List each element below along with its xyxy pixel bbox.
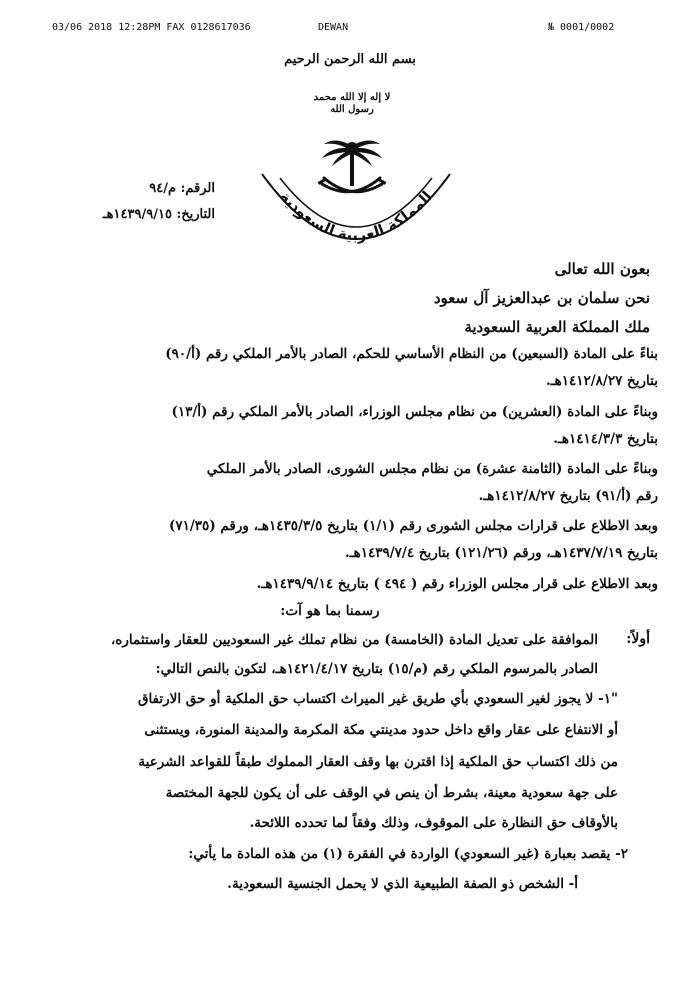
basmala: بسم الله الرحمن الرحيم (284, 52, 416, 67)
body-line: الصادر بالمرسوم الملكي رقم (م/١٥) بتاريخ ١٤٢١/٤/١٧هـ، لتكون بالنص التالي: (155, 661, 598, 677)
body-line: وبناءً على المادة (الثامنة عشرة) من نظام مجلس الشورى، الصادر بالأمر الملكي (206, 461, 658, 477)
shahada-calligraphy: لا إله إلا الله محمد رسول الله (313, 92, 391, 115)
body-line: بتاريخ ١٤١٤/٣/٣هـ. (553, 431, 658, 447)
body-line: بتاريخ ١٤٣٧/٧/١٩هـ، ورقم (١٢١/٢٦) بتاريخ ١٤٣٩/٧/٤هـ. (344, 545, 658, 561)
fax-timestamp: 03/06 2018 12:28PM FAX 0128617036 (52, 22, 251, 33)
svg-text:المملكة العربية السعودية (276, 188, 435, 245)
kingdom-seal-icon (258, 164, 454, 256)
body-line: بناءً على المادة (السبعين) من النظام الأساسي للحكم، الصادر بالأمر الملكي رقم (أ/٩٠) (165, 346, 658, 362)
fax-sender: DEWAN (318, 22, 349, 33)
body-line: بالأوقاف حق النظارة على الموقوف، وذلك وفقاً لما تحدده اللائحة. (249, 815, 618, 831)
opening-line-1: بعون الله تعالى (554, 260, 650, 278)
opening-line-2: نحن سلمان بن عبدالعزيز آل سعود (433, 289, 650, 307)
body-line: وبعد الاطلاع على قرارات مجلس الشورى رقم (١/١) بتاريخ ١٤٣٥/٣/٥هـ، ورقم (٧١/٣٥) (168, 518, 658, 534)
reference-date: التاريخ: ١٤٣٩/٩/١٥هـ (102, 207, 215, 222)
reference-number: الرقم: م/٩٤ (149, 181, 215, 196)
opening-line-3: ملك المملكة العربية السعودية (464, 318, 650, 336)
body-line: ٢- يقصد بعبارة (غير السعودي) الواردة في الفقرة (١) من هذه المادة ما يأتي: (188, 846, 628, 862)
body-line: الموافقة على تعديل المادة (الخامسة) من نظام تملك غير السعوديين للعقار واستثماره، (110, 632, 598, 648)
body-line: "١- لا يجوز لغير السعودي بأي طريق غير الميراث اكتساب حق الملكية أو حق الارتفاق (137, 691, 618, 707)
body-line: أ- الشخص ذو الصفة الطبيعية الذي لا يحمل الجنسية السعودية. (227, 876, 578, 892)
body-line: وبناءً على المادة (العشرين) من نظام مجلس الوزراء، الصادر بالأمر الملكي رقم (أ/١٣) (171, 404, 658, 420)
article-label-first: أولاً: (626, 631, 650, 647)
body-line: وبعد الاطلاع على قرار مجلس الوزراء رقم ( ٤٩٤ ) بتاريخ ١٤٣٩/٩/١٤هـ. (256, 576, 658, 592)
body-line: على جهة سعودية معينة، بشرط أن ينص في الوقف على أن يكون للجهة المختصة (165, 785, 618, 801)
body-line: أو الانتفاع على عقار واقع داخل حدود مدينتي مكة المكرمة والمدينة المنورة، ويستثنى (144, 722, 618, 738)
body-line: بتاريخ ١٤١٢/٨/٢٧هـ. (545, 373, 658, 389)
fax-header (0, 22, 700, 40)
body-line: من ذلك اكتساب حق الملكية إذا اقترن بها وقف العقار المملوك طبقاً للقواعد الشرعية (138, 754, 618, 770)
fax-page-number: № 0001/0002 (548, 22, 615, 33)
body-line: رقم (أ/٩١) بتاريخ ١٤١٢/٨/٢٧هـ. (478, 488, 658, 504)
decree-intro: رسمنا بما هو آت: (280, 603, 380, 619)
reference-block (100, 176, 215, 228)
seal-text: المملكة العربية السعودية (276, 187, 436, 245)
